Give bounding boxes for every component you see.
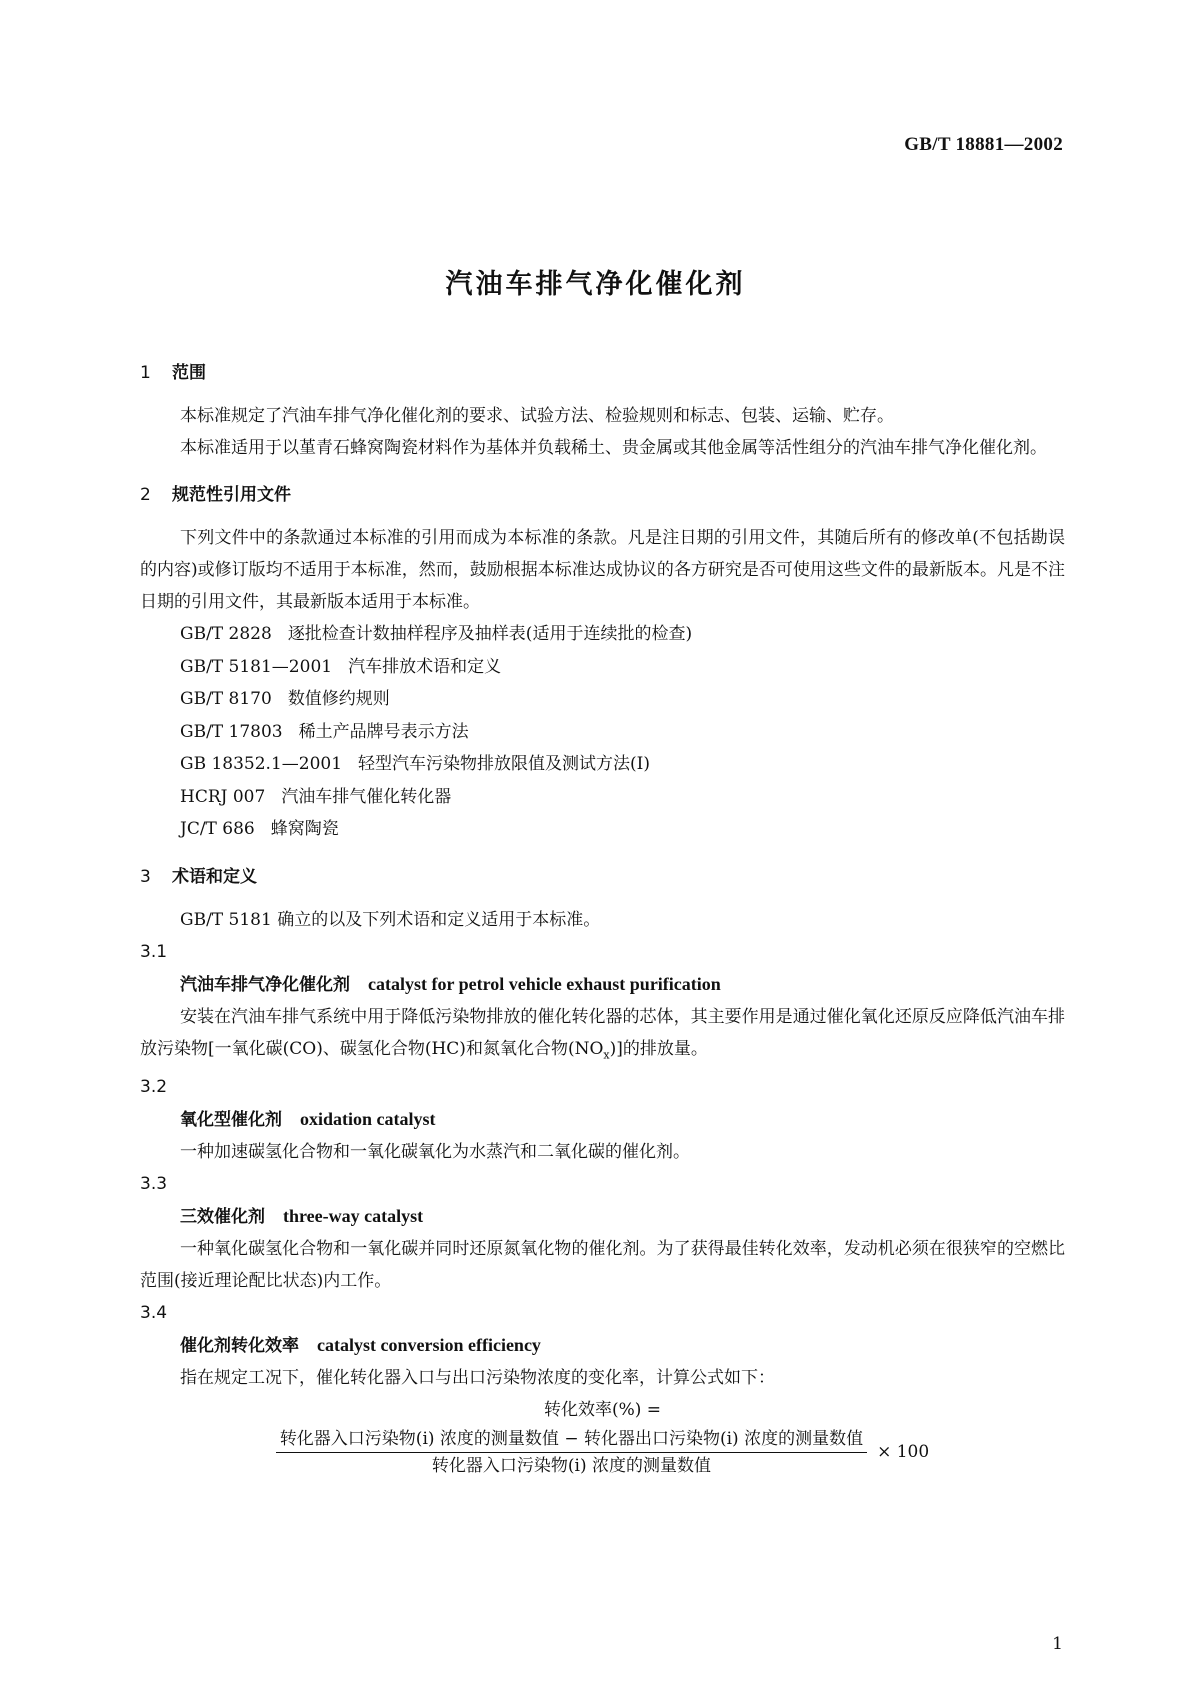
section-number: 2 (140, 485, 151, 505)
reference-code: JC/T 686 (180, 819, 255, 839)
reference-item (140, 748, 1065, 781)
reference-code: GB/T 17803 (180, 721, 283, 742)
reference-item (140, 781, 1065, 814)
paragraph: 下列文件中的条款通过本标准的引用而成为本标准的条款。凡是注日期的引用文件，其随后所有的修改单(不包括勘误的内容)或修订版均不适用于本标准，然而，鼓励根据本标准达成协议的各方研究是否可使用这些文件的最新版本。凡是不注日期的引用文件，其最新版本适用于本标准。 (140, 528, 1065, 612)
term-zh: 三效催化剂 (180, 1206, 265, 1227)
reference-title: 逐批检查计数抽样程序及抽样表(适用于连续批的检查) (287, 624, 693, 644)
standard-code: GB/T 18881—2002 (904, 134, 1063, 155)
paragraph: GB/T 5181 确立的以及下列术语和定义适用于本标准。 (180, 909, 601, 930)
reference-item (140, 716, 1065, 749)
reference-title: 数值修约规则 (287, 689, 390, 709)
reference-item (140, 813, 1065, 846)
formula-fraction-row (140, 1428, 1065, 1477)
term-number: 3.4 (140, 1302, 168, 1323)
section-2-heading (140, 484, 1065, 506)
term-zh: 氧化型催化剂 (180, 1109, 282, 1130)
paragraph: 本标准适用于以堇青石蜂窝陶瓷材料作为基体并负载稀土、贵金属或其他金属等活性组分的汽油车排气净化催化剂。 (180, 438, 1047, 458)
section-3-heading (140, 866, 1065, 888)
term-definition: 一种氧化碳氢化合物和一氧化碳并同时还原氮氧化物的催化剂。为了获得最佳转化效率，发动机必须在很狭窄的空燃比范围(接近理论配比状态)内工作。 (140, 1238, 1065, 1291)
formula-numerator: 转化器入口污染物(i) 浓度的测量数值 − 转化器出口污染物(i) 浓度的测量数值 (276, 1428, 867, 1453)
term-heading (140, 1103, 1065, 1136)
reference-title: 蜂窝陶瓷 (270, 819, 339, 839)
reference-code: GB/T 5181—2001 (180, 656, 333, 677)
term-zh: 汽油车排气净化催化剂 (180, 974, 350, 995)
subscript: x (603, 1047, 610, 1061)
reference-title: 汽油车排气催化转化器 (281, 786, 452, 807)
section-number: 1 (140, 363, 151, 383)
reference-item (140, 651, 1065, 684)
term-heading (140, 968, 1065, 1001)
formula-fraction (276, 1428, 867, 1477)
term-number: 3.3 (140, 1173, 168, 1194)
page-number: 1 (1052, 1634, 1063, 1654)
term-definition: 指在规定工况下，催化转化器入口与出口污染物浓度的变化率，计算公式如下： (180, 1367, 775, 1388)
term-number: 3.1 (140, 941, 168, 962)
reference-list (140, 618, 1065, 846)
term-heading (140, 1200, 1065, 1233)
term-heading (140, 1329, 1065, 1362)
reference-item (140, 683, 1065, 716)
section-1-heading (140, 362, 1065, 384)
reference-item (140, 618, 1065, 651)
reference-code: GB 18352.1—2001 (180, 754, 343, 774)
section-title: 术语和定义 (172, 866, 257, 887)
document-title: 汽油车排气净化催化剂 (445, 269, 746, 300)
reference-code: GB/T 2828 (180, 624, 272, 644)
reference-code: GB/T 8170 (180, 689, 272, 709)
reference-title: 稀土产品牌号表示方法 (298, 721, 469, 742)
document-body (140, 362, 1065, 1477)
term-definition: 一种加速碳氢化合物和一氧化碳氧化为水蒸汽和二氧化碳的催化剂。 (180, 1141, 690, 1162)
formula-factor: × 100 (877, 1442, 930, 1463)
formula-denominator: 转化器入口污染物(i) 浓度的测量数值 (431, 1455, 711, 1476)
section-title: 规范性引用文件 (172, 485, 291, 505)
reference-title: 轻型汽车污染物排放限值及测试方法(Ⅰ) (358, 754, 651, 774)
term-en: three-way catalyst (283, 1205, 424, 1226)
term-zh: 催化剂转化效率 (180, 1335, 299, 1356)
term-en: oxidation catalyst (300, 1108, 436, 1129)
term-definition: 安装在汽油车排气系统中用于降低污染物排放的催化转化器的芯体，其主要作用是通过催化氧化还原反应降低汽油车排放污染物[一氧化碳(CO)、碳氢化合物(HC)和氮氧化合物$(NO_x)$]的排放量。 (140, 1006, 1065, 1061)
term-en: catalyst conversion efficiency (317, 1334, 541, 1355)
term-number: 3.2 (140, 1076, 168, 1097)
conversion-efficiency-formula (140, 1394, 1065, 1477)
formula-label: 转化效率(%) = (543, 1399, 662, 1420)
section-title: 范围 (172, 363, 206, 383)
term-en: catalyst for petrol vehicle exhaust purification (368, 973, 721, 994)
paragraph: 本标准规定了汽油车排气净化催化剂的要求、试验方法、检验规则和标志、包装、运输、贮存。 (180, 406, 894, 426)
reference-code: HCRJ 007 (180, 786, 266, 807)
reference-title: 汽车排放术语和定义 (348, 656, 502, 677)
section-number: 3 (140, 866, 151, 887)
